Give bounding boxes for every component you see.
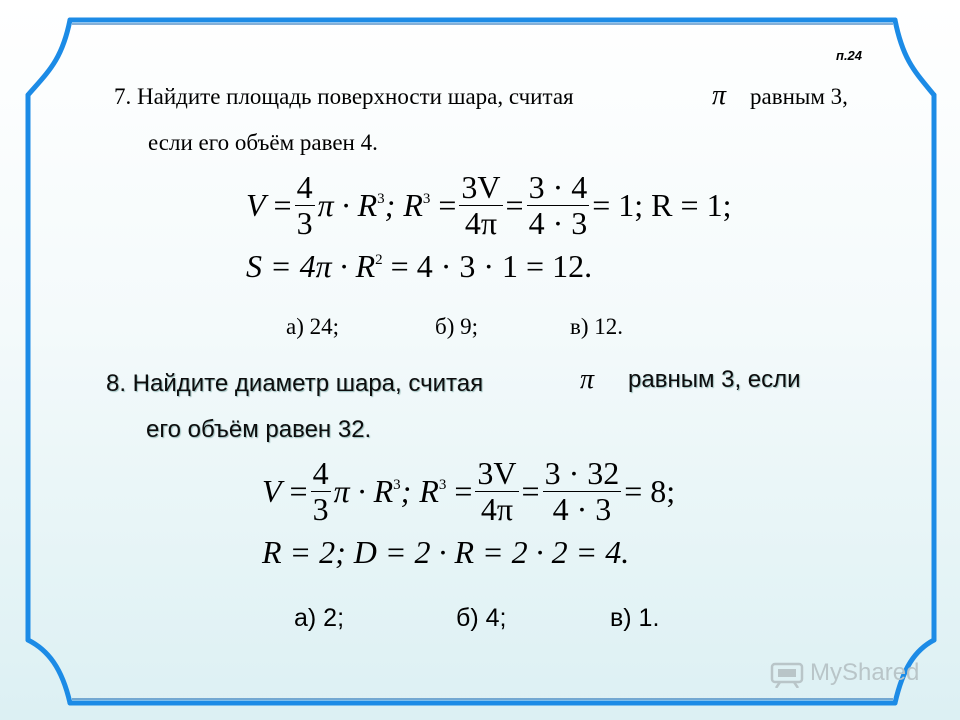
fraction-3v-4pi: $\frac{3V}{4\pi}$ (461, 169, 501, 241)
watermark-text: MyShared (810, 659, 920, 686)
problem7-line1-end: равным 3, (750, 84, 848, 109)
fraction-4-3: $\frac{4}{3}$ (296, 169, 313, 241)
fraction-3v-4pi: $\frac{3V}{4\pi}$ (477, 455, 517, 527)
problem7-formula-1: V = $\frac{4}{3}$ π · R $^3$ ; R $^3$ = $\frac{3V}{4\pi}$ = $\frac{3 \cdot 4}{4 \cdot 3}$ = 1; R = 1; (246, 169, 732, 241)
problem7-line2: если его объём равен 4. (148, 130, 378, 155)
slide-reference: п.24 (836, 48, 863, 63)
problem8-line2: его объём равен 32. (146, 416, 372, 443)
fraction-4-3: $\frac{4}{3}$ (312, 455, 329, 527)
pi-symbol: π (712, 80, 727, 111)
problem8-answer-c: в) 1. (610, 604, 660, 632)
problem8-line1: 8. Найдите диаметр шара, считая (106, 370, 484, 397)
problem7-answer-a: а) 24; (286, 314, 340, 339)
problem8-line1-end: равным 3, если (628, 366, 801, 393)
problem8-answer-b: б) 4; (456, 604, 507, 632)
fraction-values: $\frac{3 \cdot 32}{4 \cdot 3}$ (544, 455, 620, 527)
problem7-answer-c: в) 12. (570, 314, 624, 339)
projector-icon (770, 658, 804, 688)
problem8-answer-a: а) 2; (294, 604, 345, 632)
problem8-formula-1: V = $\frac{4}{3}$ π · R $^3$ ; R $^3$ = $\frac{3V}{4\pi}$ = $\frac{3 \cdot 32}{4 \cdot 3}$ = 8; (262, 455, 676, 527)
problem7-line1: 7. Найдите площадь поверхности шара, считая (114, 84, 574, 109)
fraction-values: $\frac{3 \cdot 4}{4 \cdot 3}$ (528, 169, 588, 241)
problem7-answer-b: б) 9; (435, 314, 479, 339)
problem8-formula-2: R = 2; D = 2 · R = 2 · 2 = 4. (262, 534, 630, 570)
problem7-formula-2: S = 4π · R $^2$ = 4 · 3 · 1 = 12. (246, 248, 593, 284)
watermark (770, 658, 919, 688)
pi-symbol-2: π (580, 364, 595, 395)
